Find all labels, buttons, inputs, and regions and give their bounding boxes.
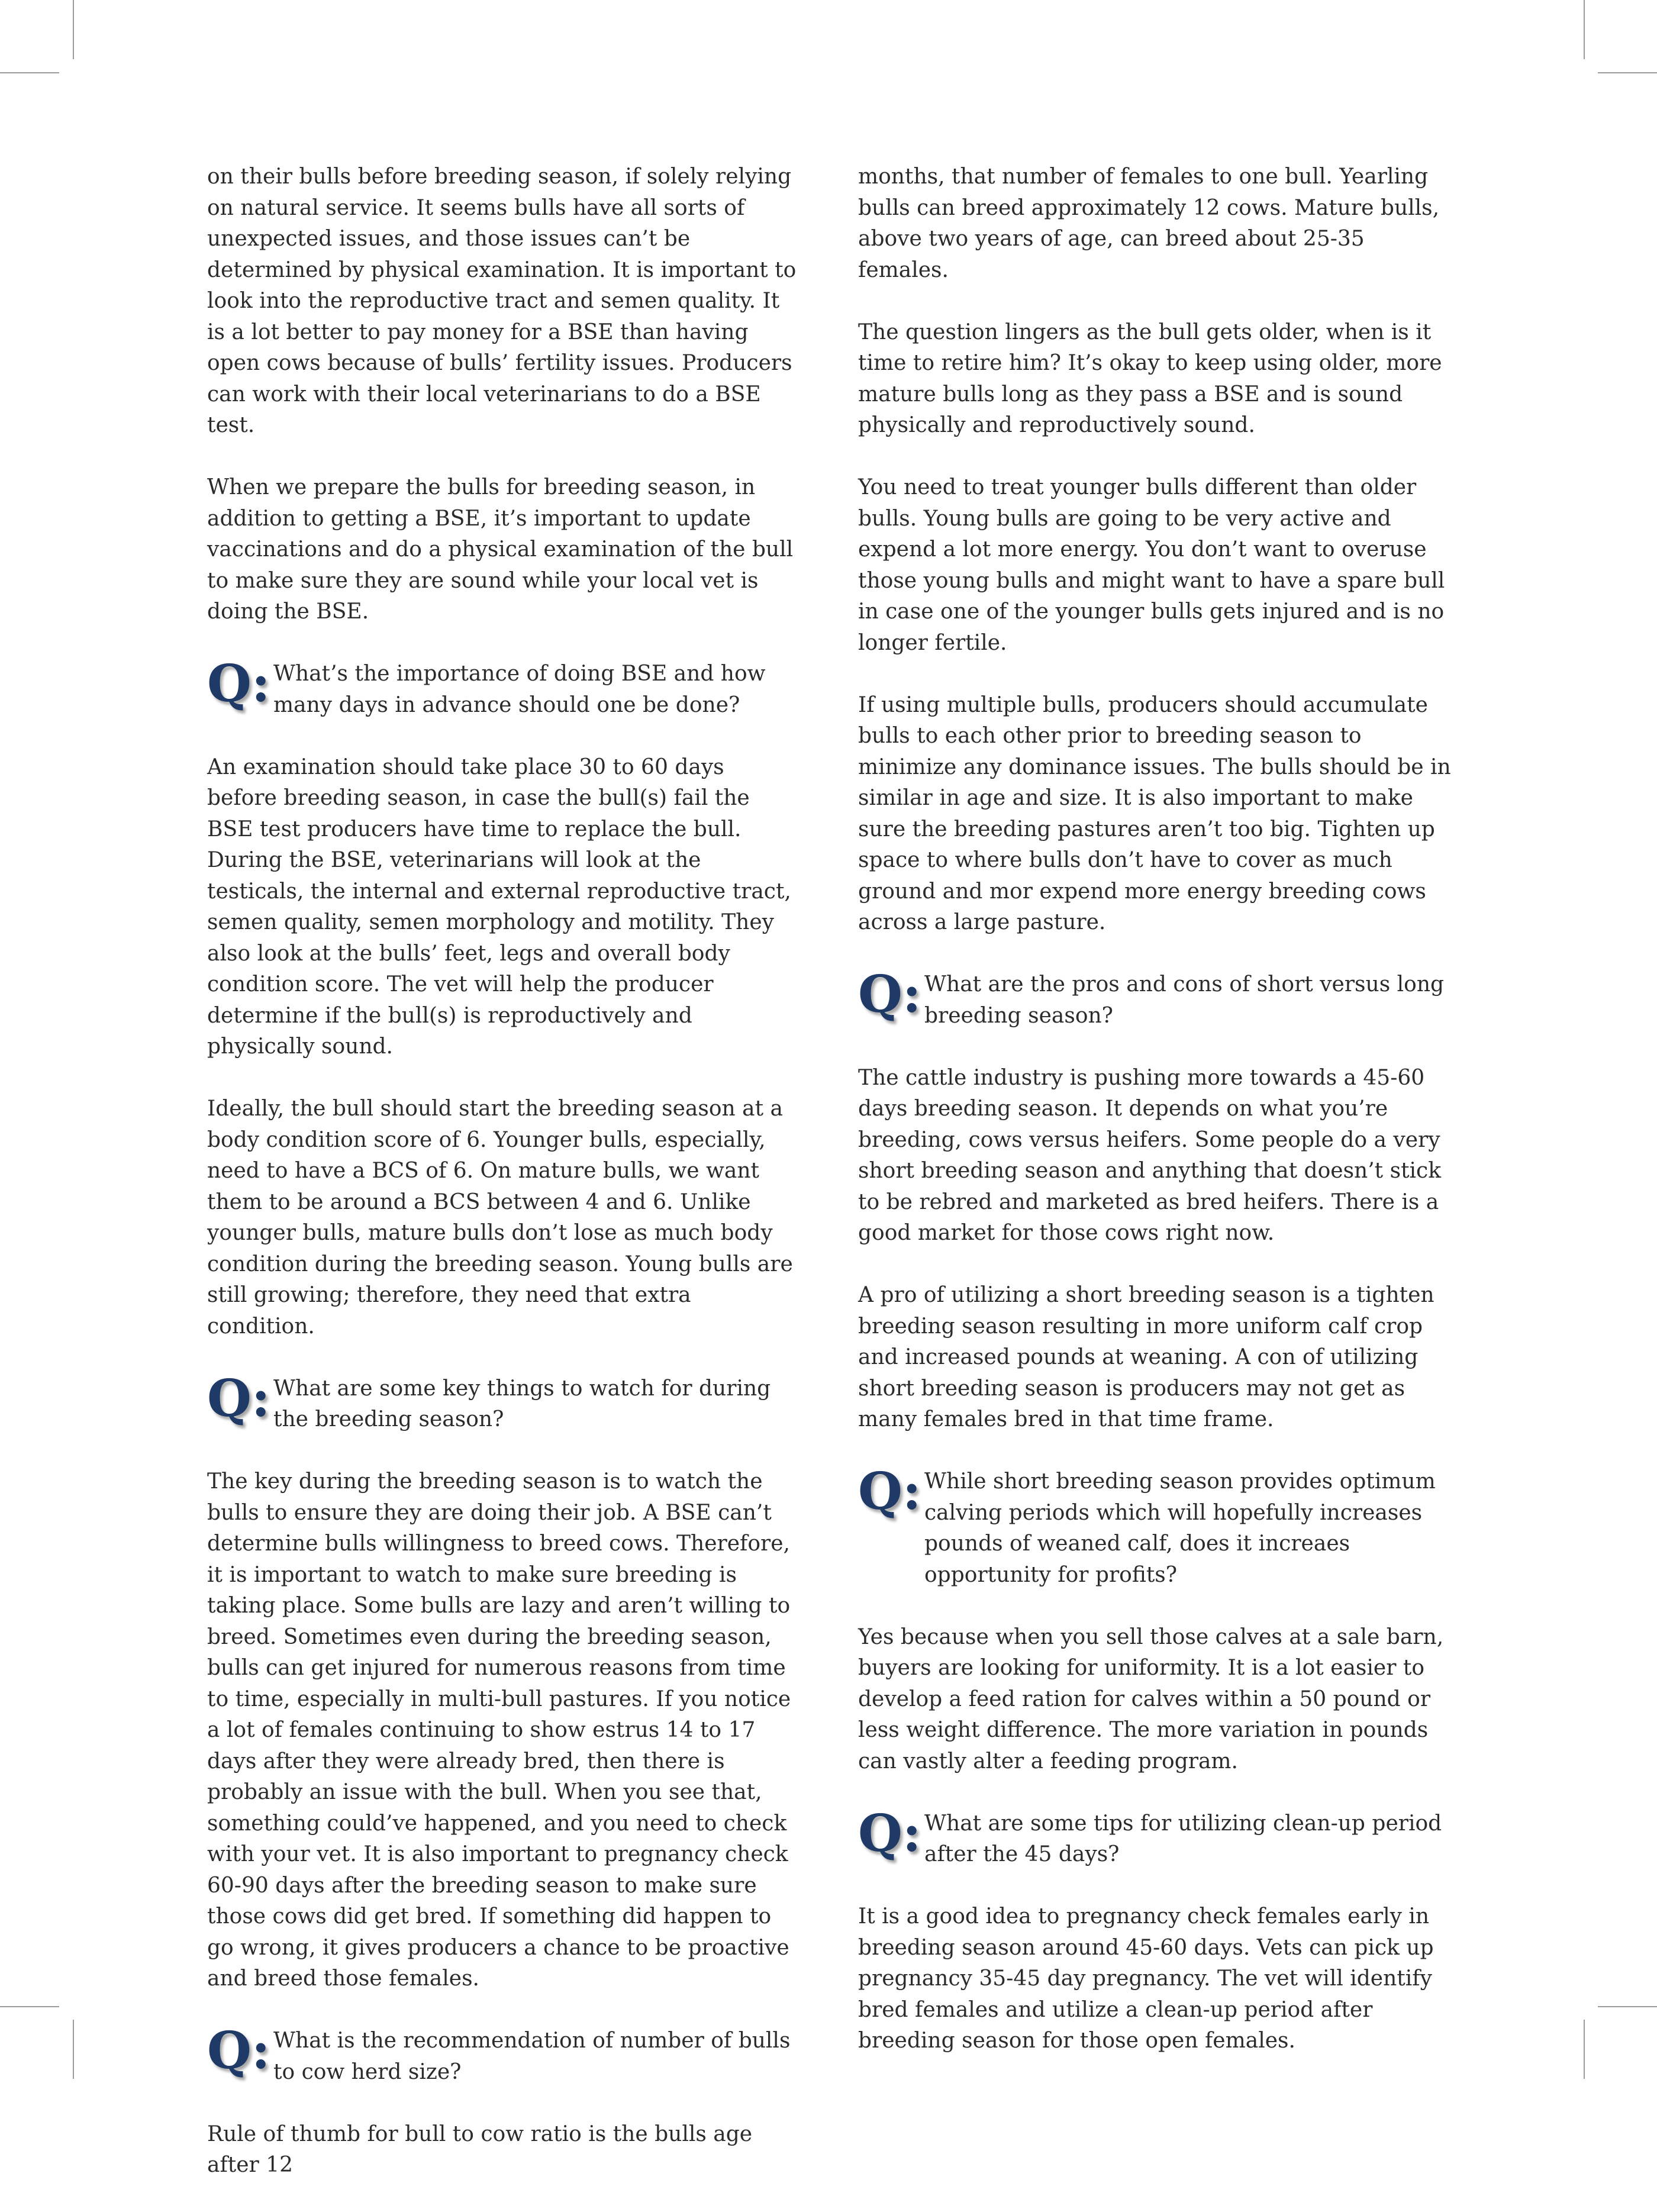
- paragraph: The key during the breeding season is to watch the bulls to ensure they are doing their job. A BSE can’t determine bulls willingness to breed cows. Therefore, it is important to watch to make sure breeding is taking place. Some bulls are lazy and aren’t willing to breed. Sometimes even during the breeding season, bulls can get injured for numerous reasons from time to time, especially in multi-bull pastures. If you notice a lot of females continuing to show estrus 14 to 17 days after they were already bred, then there is probably an issue with the bull. When you see that, something could’ve happened, and you need to check with your vet. It is also important to pregnancy check 60-90 days after the breeding season to make sure those cows did get bred. If something did happen to go wrong, it gives producers a chance to be proactive and breed those females.: [207, 1469, 791, 1991]
- q-mark: Q:: [858, 965, 921, 1024]
- question-block: [858, 965, 1456, 1031]
- crop-mark-br-h: [1598, 2006, 1657, 2007]
- question-text: What is the recommendation of number of bulls to cow herd size?: [273, 2029, 791, 2084]
- question-text: What are the pros and cons of short versus long breeding season?: [924, 972, 1445, 1028]
- q-mark: Q:: [207, 2021, 270, 2081]
- question-text: What’s the importance of doing BSE and how many days in advance should one be done?: [273, 662, 766, 717]
- question-block: [858, 1803, 1456, 1871]
- left-column: [207, 162, 799, 2212]
- paragraph: Rule of thumb for bull to cow ratio is the bulls age after 12: [207, 2121, 753, 2177]
- paragraph: The question lingers as the bull gets older, when is it time to retire him? It’s okay to keep using older, more mature bulls long as they pass a BSE and is sound physically and reproductively sound.: [858, 320, 1442, 437]
- q-mark: Q:: [858, 1462, 921, 1521]
- question-block: [207, 654, 799, 721]
- paragraph: You need to treat younger bulls different than older bulls. Young bulls are going to be very active and expend a lot more energy. You don’t want to overuse those young bulls and might want to have a spare bull in case one of the younger bulls gets injured and is no longer fertile.: [858, 475, 1445, 655]
- paragraph: An examination should take place 30 to 60 days before breeding season, in case the bull(s) fail the BSE test producers have time to replace the bull. During the BSE, veterinarians will look at the testicals, the internal and external reproductive tract, semen quality, semen morphology and motility. They also look at the bulls’ feet, legs and overall body condition score. The vet will help the producer determine if the bull(s) is reproductively and physically sound.: [207, 754, 791, 1059]
- paragraph: A pro of utilizing a short breeding season is a tighten breeding season resulting in more uniform calf crop and increased pounds at weaning. A con of utilizing short breeding season is producers may not get as many females bred in that time frame.: [858, 1283, 1434, 1431]
- crop-mark-bl-v: [73, 2020, 74, 2079]
- paragraph: If using multiple bulls, producers should accumulate bulls to each other prior to breeding season to minimize any dominance issues. The bulls should be in similar in age and size. It is also important to make sure the breeding pastures aren’t too big. Tighten up space to where bulls don’t have to cover as much ground and mor expend more energy breeding cows across a large pasture.: [858, 692, 1451, 934]
- paragraph: Yes because when you sell those calves at a sale barn, buyers are looking for uniformity. It is a lot easier to develop a feed ration for calves within a 50 pound or less weight difference. The more variation in pounds can vastly alter a feeding program.: [858, 1624, 1444, 1774]
- crop-mark-tr-h: [1598, 72, 1657, 73]
- question-text: What are some key things to watch for during the breeding season?: [273, 1376, 771, 1431]
- question-block: [207, 2021, 799, 2088]
- paragraph: When we prepare the bulls for breeding season, in addition to getting a BSE, it’s important to update vaccinations and do a physical examination of the bull to make sure they are sound while your local vet is doing the BSE.: [207, 475, 794, 624]
- crop-mark-tr-v: [1584, 0, 1585, 59]
- q-mark: Q:: [207, 654, 270, 714]
- paragraph: on their bulls before breeding season, if solely relying on natural service. It seems bulls have all sorts of unexpected issues, and those issues can’t be determined by physical examination. It is important to look into the reproductive tract and semen quality. It is a lot better to pay money for a BSE than having open cows because of bulls’ fertility issues. Producers can work with their local veterinarians to do a BSE test.: [207, 165, 797, 437]
- paragraph: Ideally, the bull should start the breeding season at a body condition score of 6. Younger bulls, especially, need to have a BCS of 6. On mature bulls, we want them to be around a BCS between 4 and 6. Unlike younger bulls, mature bulls don’t lose as much body condition during the breeding season. Young bulls are still growing; therefore, they need that extra condition.: [207, 1097, 793, 1339]
- question-block: [207, 1368, 799, 1436]
- crop-mark-tl-v: [73, 0, 74, 59]
- paragraph: The cattle industry is pushing more towards a 45-60 days breeding season. It depends on what you’re breeding, cows versus heifers. Some people do a very short breeding season and anything that doesn’t stick to be rebred and marketed as bred heifers. There is a good market for those cows right now.: [858, 1065, 1442, 1245]
- paragraph: It is a good idea to pregnancy check females early in breeding season around 45-60 days. Vets can pick up pregnancy 35-45 day pregnancy. The vet will identify bred females and utilize a clean-up period after breeding season for those open females.: [858, 1904, 1434, 2053]
- question-block: [858, 1462, 1456, 1591]
- paragraph: months, that number of females to one bull. Yearling bulls can breed approximately 12 cows. Mature bulls, above two years of age, can breed about 25-35 females.: [858, 165, 1440, 282]
- right-column: [858, 162, 1456, 2088]
- crop-mark-tl-h: [0, 72, 59, 73]
- question-text: While short breeding season provides optimum calving periods which will hopefully increases pounds of weaned calf, does it increaes opportunity for profits?: [924, 1469, 1436, 1587]
- crop-mark-br-v: [1584, 2020, 1585, 2079]
- q-mark: Q:: [858, 1803, 921, 1863]
- question-text: What are some tips for utilizing clean-up period after the 45 days?: [924, 1811, 1442, 1866]
- q-mark: Q:: [207, 1368, 270, 1429]
- crop-mark-bl-h: [0, 2006, 59, 2007]
